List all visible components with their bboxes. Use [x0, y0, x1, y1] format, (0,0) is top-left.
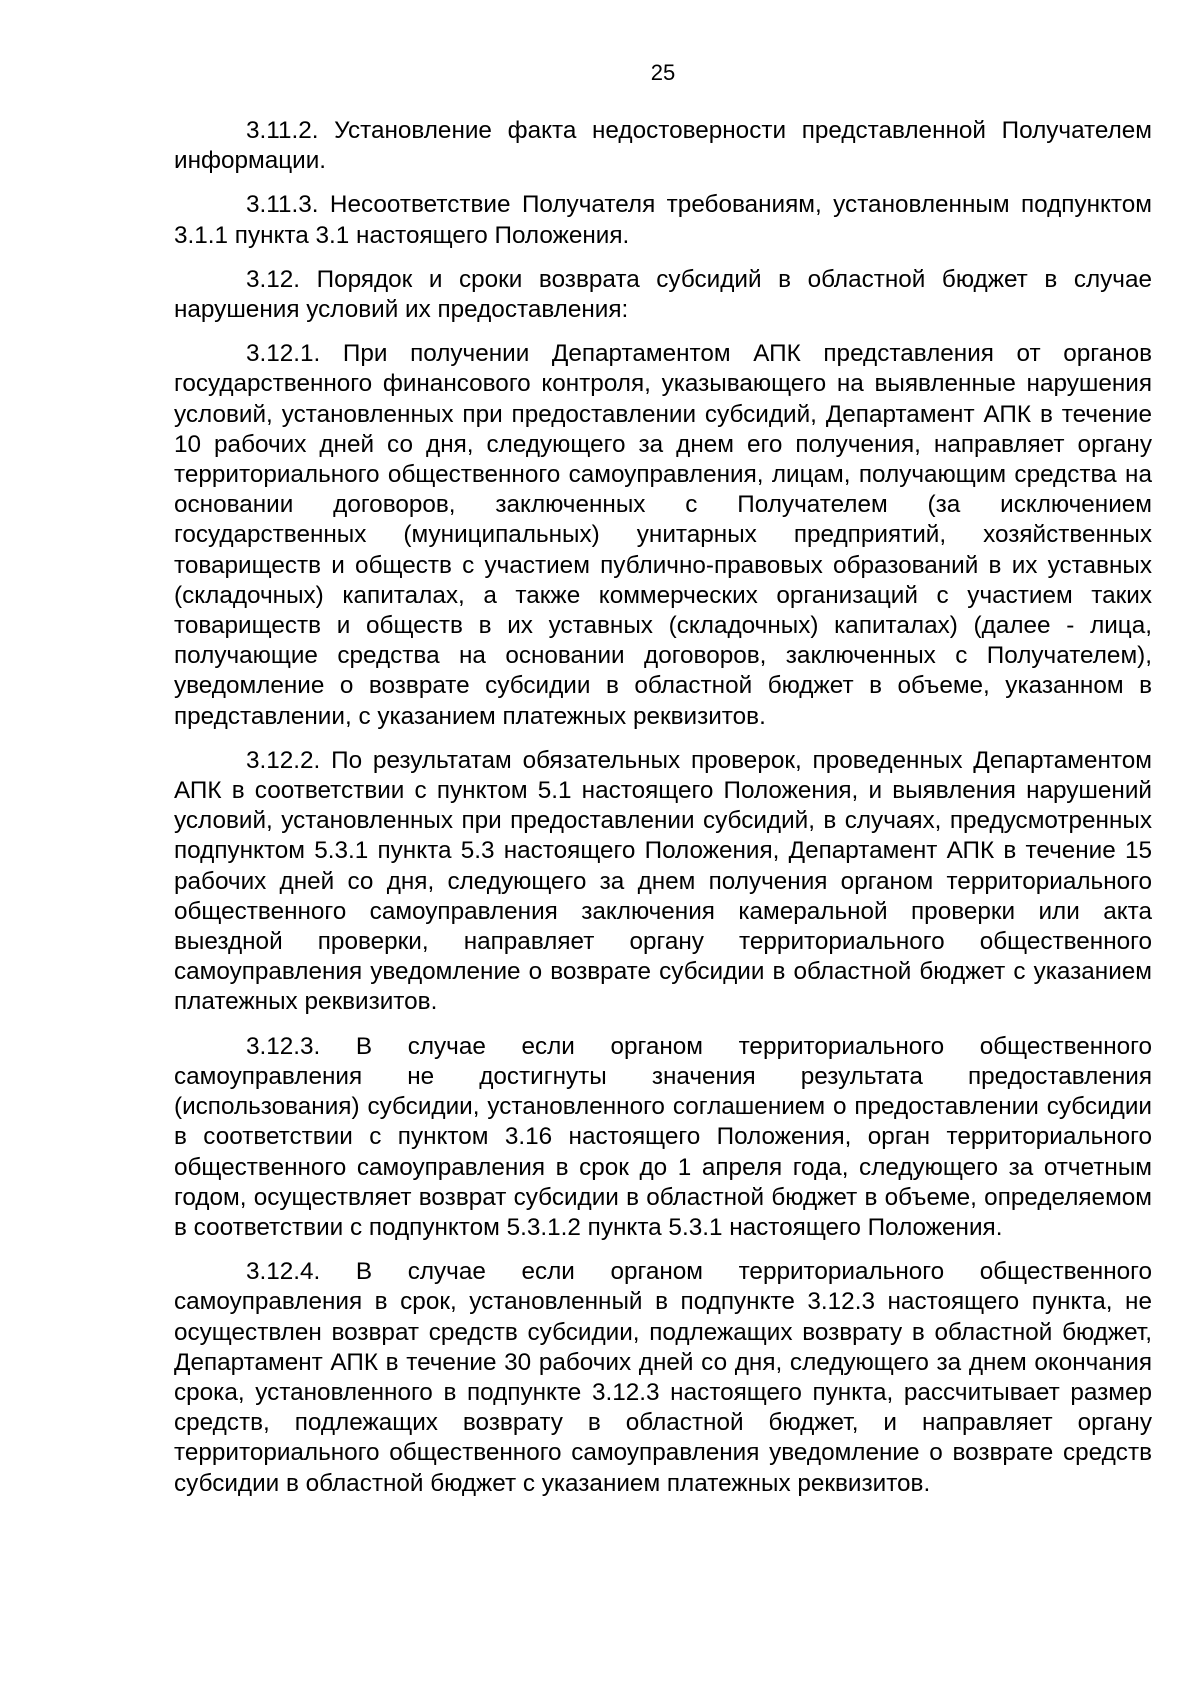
paragraph-3-12-1: 3.12.1. При получении Департаментом АПК представления от органов государственного финансового контроля, указывающего на выявленные нарушения условий, установленных при предоставлении субсидий, Департамент АПК в течение 10 рабочих дней со дня, следующего за днем его получения, направляет органу территориального общественного самоуправления, лицам, получающим средства на основании договоров, заключенных с Получателем (за исключением государственных (муниципальных) унитарных предприятий, хозяйственных товариществ и обществ с участием публично-правовых образований в их уставных (складочных) капиталах, а также коммерческих организаций с участием таких товариществ и обществ в их уставных (складочных) капиталах) (далее - лица, получающие средства на основании договоров, заключенных с Получателем), уведомление о возврате субсидии в областной бюджет в объеме, указанном в представлении, с указанием платежных реквизитов. — [174, 340, 1152, 730]
paragraph-3-12-4: 3.12.4. В случае если органом территориального общественного самоуправления в срок, установленный в подпункте 3.12.3 настоящего пункта, не осуществлен возврат средств субсидии, подлежащих возврату в областной бюджет, Департамент АПК в течение 30 рабочих дней со дня, следующего за днем окончания срока, установленного в подпункте 3.12.3 настоящего пункта, рассчитывает размер средств, подлежащих возврату в областной бюджет, и направляет органу территориального общественного самоуправления уведомление о возврате средств субсидии в областной бюджет с указанием платежных реквизитов. — [174, 1258, 1152, 1497]
document-body — [174, 116, 1152, 1513]
page-number: 25 — [650, 60, 676, 85]
paragraph-3-11-3: 3.11.3. Несоответствие Получателя требованиям, установленным подпунктом 3.1.1 пункта 3.1 настоящего Положения. — [174, 191, 1152, 249]
paragraph-3-12-3: 3.12.3. В случае если органом территориального общественного самоуправления не достигнуты значения результата предоставления (использования) субсидии, установленного соглашением о предоставлении субсидии в соответствии с пунктом 3.16 настоящего Положения, орган территориального общественного самоуправления в срок до 1 апреля года, следующего за отчетным годом, осуществляет возврат субсидии в областной бюджет в объеме, определяемом в соответствии с подпунктом 5.3.1.2 пункта 5.3.1 настоящего Положения. — [174, 1032, 1152, 1241]
paragraph-3-12-2: 3.12.2. По результатам обязательных проверок, проведенных Департаментом АПК в соответствии с пунктом 5.1 настоящего Положения, и выявления нарушений условий, установленных при предоставлении субсидий, в случаях, предусмотренных подпунктом 5.3.1 пункта 5.3 настоящего Положения, Департамент АПК в течение 15 рабочих дней со дня, следующего за днем получения органом территориального общественного самоуправления заключения камеральной проверки или акта выездной проверки, направляет органу территориального общественного самоуправления уведомление о возврате субсидии в областной бюджет с указанием платежных реквизитов. — [174, 746, 1152, 1016]
paragraph-3-12: 3.12. Порядок и сроки возврата субсидий в областной бюджет в случае нарушения условий их предоставления: — [174, 265, 1152, 324]
paragraph-3-11-2: 3.11.2. Установление факта недостоверности представленной Получателем информации. — [174, 117, 1152, 175]
